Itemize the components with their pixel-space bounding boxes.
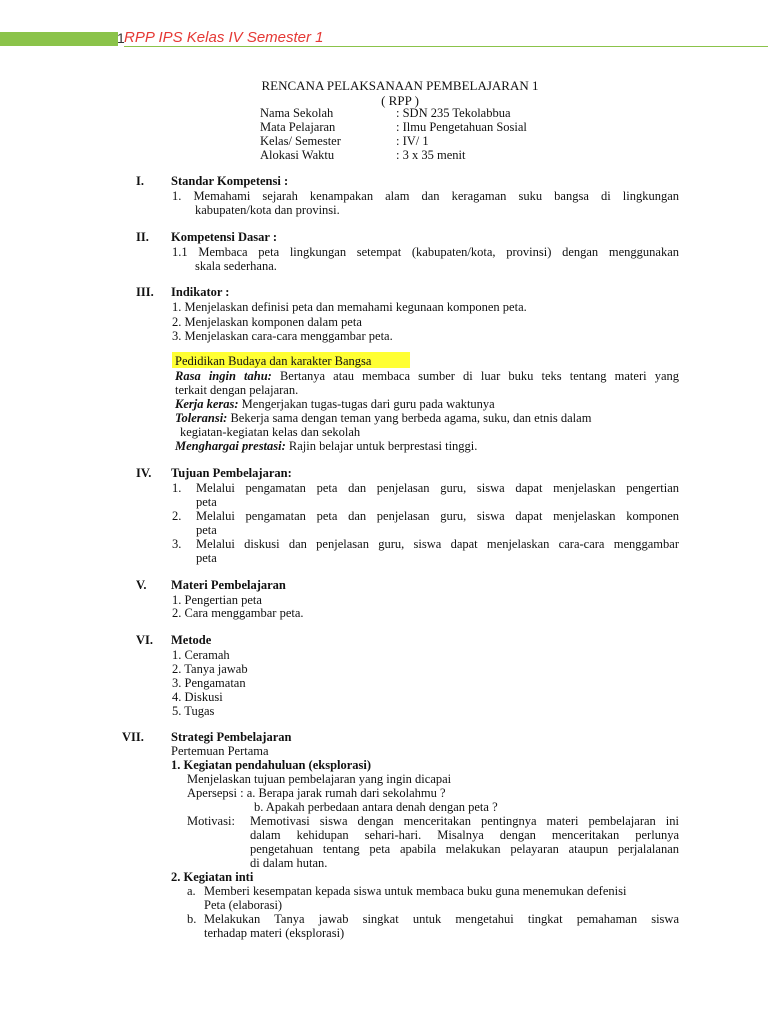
activity-text: Menjelaskan tujuan pembelajaran yang ingin dicapai — [187, 772, 452, 786]
section-number: V. — [136, 578, 147, 592]
page-number: 1 — [117, 30, 125, 46]
activity-text: Peta (elaborasi) — [204, 898, 283, 912]
list-item: 4. Diskusi — [172, 690, 223, 704]
list-item: 1. Menjelaskan definisi peta dan memahami kegunaan komponen peta. — [172, 300, 527, 314]
section-title: Kompetensi Dasar : — [171, 230, 278, 244]
karakter-label: Toleransi: — [175, 411, 228, 425]
identity-label: Mata Pelajaran — [260, 120, 336, 134]
section-title: Strategi Pembelajaran — [171, 730, 292, 744]
header-accent-bar — [0, 32, 118, 46]
list-item-continuation: peta — [196, 495, 217, 509]
list-item-continuation: skala sederhana. — [195, 259, 277, 273]
list-item-continuation: peta — [196, 551, 217, 565]
motivasi-text: pengetahuan tentang peta apabila melakukan pelayaran ataupun perjalalanan — [250, 842, 679, 856]
karakter-item — [175, 369, 679, 384]
activity-text: Memberi kesempatan kepada siswa untuk membaca buku guna menemukan defenisi — [204, 884, 627, 898]
section-title: Materi Pembelajaran — [171, 578, 286, 592]
motivasi-text: dalam kehidupan sehari-hari. Misalnya dengan menceritakan perlunya — [250, 828, 679, 842]
identity-label: Nama Sekolah — [260, 106, 334, 120]
karakter-heading: Pedidikan Budaya dan karakter Bangsa — [175, 354, 372, 368]
karakter-continuation: kegiatan-kegiatan kelas dan sekolah — [180, 425, 361, 439]
section-title: Metode — [171, 633, 212, 647]
list-number: b. — [187, 912, 197, 926]
karakter-text: Bekerja sama dengan teman yang berbeda agama, suku, dan etnis dalam — [227, 411, 592, 425]
motivasi-label: Motivasi: — [187, 814, 235, 828]
document-title: RENCANA PELAKSANAAN PEMBELAJARAN 1 — [261, 78, 539, 93]
activity-text: Melakukan Tanya jawab singkat untuk mengetahui tingkat pemahaman siswa — [204, 912, 679, 926]
section-title: Standar Kompetensi : — [171, 174, 289, 188]
list-item: 5. Tugas — [172, 704, 215, 718]
list-item: 1. Ceramah — [172, 648, 230, 662]
identity-label: Kelas/ Semester — [260, 134, 341, 148]
list-item: Melalui pengamatan peta dan penjelasan guru, siswa dapat menjelaskan komponen — [196, 509, 679, 523]
karakter-label: Kerja keras: — [175, 397, 239, 411]
list-item: 2. Cara menggambar peta. — [172, 606, 304, 620]
section-number: VI. — [136, 633, 154, 647]
activity-heading: 2. Kegiatan inti — [171, 870, 254, 884]
section-number: IV. — [136, 466, 152, 480]
section-number: II. — [136, 230, 149, 244]
karakter-text: Mengerjakan tugas-tugas dari guru pada waktunya — [238, 397, 495, 411]
list-item: 1.1 Membaca peta lingkungan setempat (kabupaten/kota, provinsi) dengan menggunakan — [172, 245, 679, 259]
karakter-continuation: terkait dengan pelajaran. — [175, 383, 299, 397]
list-number: a. — [187, 884, 196, 898]
list-item: 3. Menjelaskan cara-cara menggambar peta. — [172, 329, 393, 343]
identity-value: : Ilmu Pengetahuan Sosial — [396, 120, 527, 134]
list-item: 1. Memahami sejarah kenampakan alam dan keragaman suku bangsa di lingkungan — [172, 189, 679, 203]
list-item-continuation: peta — [196, 523, 217, 537]
motivasi-text: Memotivasi siswa dengan menceritakan pentingnya materi pembelajaran ini — [250, 814, 679, 828]
karakter-text: Bertanya atau membaca sumber di luar buku teks tentang materi yang — [271, 369, 680, 383]
identity-label: Alokasi Waktu — [260, 148, 335, 162]
header-title: RPP IPS Kelas IV Semester 1 — [124, 29, 324, 46]
identity-value: : SDN 235 Tekolabbua — [396, 106, 511, 120]
identity-value: : 3 x 35 menit — [396, 148, 466, 162]
list-item-continuation: kabupaten/kota dan provinsi. — [195, 203, 340, 217]
identity-value: : IV/ 1 — [396, 134, 429, 148]
section-number: VII. — [122, 730, 144, 744]
header-rule — [124, 46, 768, 47]
karakter-text: Rajin belajar untuk berprestasi tinggi. — [285, 439, 478, 453]
karakter-item — [175, 439, 477, 454]
motivasi-text: di dalam hutan. — [250, 856, 328, 870]
section-title: Tujuan Pembelajaran: — [171, 466, 292, 480]
subsection-label: Pertemuan Pertama — [171, 744, 269, 758]
document-subtitle: ( RPP ) — [381, 93, 419, 108]
karakter-label: Menghargai prestasi: — [175, 439, 286, 453]
list-item: 2. Tanya jawab — [172, 662, 248, 676]
activity-text: terhadap materi (eksplorasi) — [204, 926, 345, 940]
list-item: Melalui pengamatan peta dan penjelasan guru, siswa dapat menjelaskan pengertian — [196, 481, 679, 495]
list-item: 3. Pengamatan — [172, 676, 246, 690]
list-number: 3. — [172, 537, 182, 551]
list-item: 2. Menjelaskan komponen dalam peta — [172, 315, 362, 329]
list-item: Melalui diskusi dan penjelasan guru, siswa dapat menjelaskan cara-cara menggambar — [196, 537, 679, 551]
section-number: I. — [136, 174, 144, 188]
list-number: 2. — [172, 509, 182, 523]
section-title: Indikator : — [171, 285, 230, 299]
section-number: III. — [136, 285, 154, 299]
karakter-item — [175, 397, 495, 412]
list-item: 1. Pengertian peta — [172, 593, 262, 607]
apersepsi-line: b. Apakah perbedaan antara denah dengan peta ? — [254, 800, 498, 814]
apersepsi-line: Apersepsi : a. Berapa jarak rumah dari sekolahmu ? — [187, 786, 446, 800]
karakter-item — [175, 411, 591, 426]
karakter-label: Rasa ingin tahu: — [175, 369, 272, 383]
activity-heading: 1. Kegiatan pendahuluan (eksplorasi) — [171, 758, 372, 772]
list-number: 1. — [172, 481, 182, 495]
